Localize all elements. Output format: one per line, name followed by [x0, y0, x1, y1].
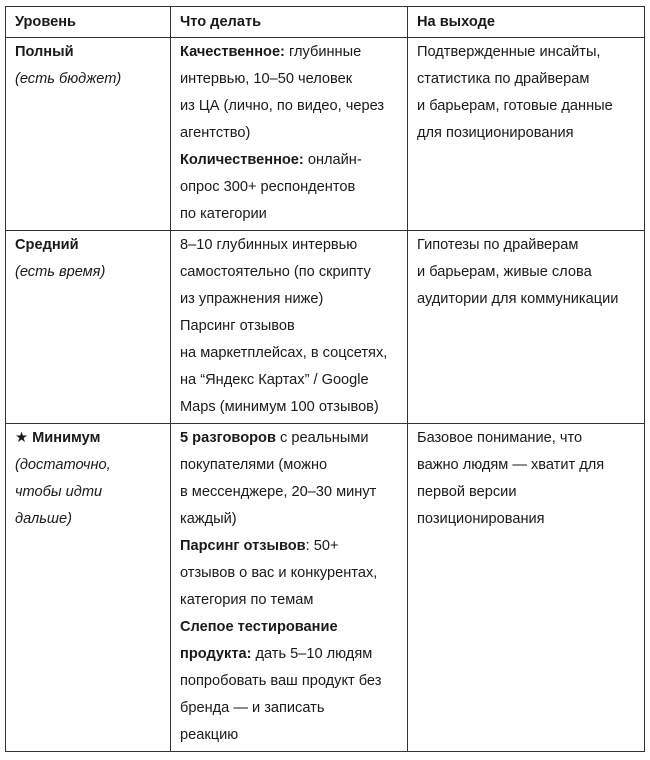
header-output: На выходе	[408, 7, 645, 38]
todo-line	[180, 147, 401, 174]
level-cell	[6, 231, 171, 424]
todo-line: по категории	[180, 206, 267, 222]
todo-line: самостоятельно (по скрипту	[180, 264, 371, 280]
todo-line: покупателями (можно	[180, 457, 328, 473]
header-level: Уровень	[6, 7, 171, 38]
todo-line	[180, 425, 401, 452]
output-line: аудитории для коммуникации	[417, 291, 619, 307]
todo-cell	[171, 424, 408, 752]
todo-line-text: : 50+	[305, 538, 339, 554]
output-line: первой версии	[417, 484, 517, 500]
level-title: Полный	[15, 44, 74, 60]
todo-line: бренда — и записать	[180, 700, 325, 716]
level-title: ★ Минимум	[15, 430, 101, 446]
output-line: Подтвержденные инсайты,	[417, 44, 601, 60]
todo-line-bold: Парсинг отзывов	[180, 538, 306, 554]
output-line: и барьерам, живые слова	[417, 264, 592, 280]
output-cell	[408, 424, 645, 752]
output-line: статистика по драйверам	[417, 71, 590, 87]
todo-line-bold: 5 разговоров	[180, 430, 276, 446]
level-cell	[6, 38, 171, 231]
table-row-minimum	[6, 424, 645, 752]
todo-line: агентство)	[180, 125, 251, 141]
table-header-row	[6, 7, 645, 38]
todo-line: 8–10 глубинных интервью	[180, 237, 358, 253]
todo-line	[180, 39, 401, 66]
todo-line-bold: продукта:	[180, 646, 252, 662]
todo-line-text: глубинные	[284, 44, 362, 60]
output-line: Гипотезы по драйверам	[417, 237, 579, 253]
todo-line: Парсинг отзывов	[180, 318, 295, 334]
output-cell	[408, 231, 645, 424]
level-note: чтобы идти	[15, 484, 103, 500]
level-title: Средний	[15, 237, 79, 253]
level-note: (достаточно,	[15, 457, 111, 473]
todo-cell	[171, 231, 408, 424]
research-levels-table	[5, 6, 645, 752]
todo-line: отзывов о вас и конкурентах,	[180, 565, 378, 581]
todo-line: в мессенджере, 20–30 минут	[180, 484, 377, 500]
todo-line-text: дать 5–10 людям	[251, 646, 373, 662]
todo-line: опрос 300+ респондентов	[180, 179, 356, 195]
todo-line-bold: Слепое тестирование	[180, 619, 338, 635]
todo-line	[180, 533, 401, 560]
output-line: и барьерам, готовые данные	[417, 98, 613, 114]
todo-line-bold: Количественное:	[180, 152, 304, 168]
todo-line: из упражнения ниже)	[180, 291, 324, 307]
todo-line: на “Яндекс Картах” / Google	[180, 372, 369, 388]
todo-line: на маркетплейсах, в соцсетях,	[180, 345, 388, 361]
level-note: дальше)	[15, 511, 73, 527]
table-row-full	[6, 38, 645, 231]
output-line: позиционирования	[417, 511, 545, 527]
todo-line: категория по темам	[180, 592, 314, 608]
todo-line-text: онлайн-	[303, 152, 362, 168]
output-line: для позиционирования	[417, 125, 574, 141]
todo-line: каждый)	[180, 511, 237, 527]
output-line: Базовое понимание, что	[417, 430, 583, 446]
level-note: (есть бюджет)	[15, 71, 122, 87]
level-note: (есть время)	[15, 264, 106, 280]
todo-line: из ЦА (лично, по видео, через	[180, 98, 385, 114]
todo-line	[180, 614, 401, 641]
todo-line: интервью, 10–50 человек	[180, 71, 353, 87]
output-cell	[408, 38, 645, 231]
todo-cell	[171, 38, 408, 231]
todo-line: Maps (минимум 100 отзывов)	[180, 399, 379, 415]
header-todo: Что делать	[171, 7, 408, 38]
table-row-medium	[6, 231, 645, 424]
level-cell	[6, 424, 171, 752]
todo-line: реакцию	[180, 727, 239, 743]
todo-line-bold: Качественное:	[180, 44, 285, 60]
todo-line-text: с реальными	[275, 430, 369, 446]
output-line: важно людям — хватит для	[417, 457, 605, 473]
todo-line: попробовать ваш продукт без	[180, 673, 382, 689]
todo-line	[180, 641, 401, 668]
